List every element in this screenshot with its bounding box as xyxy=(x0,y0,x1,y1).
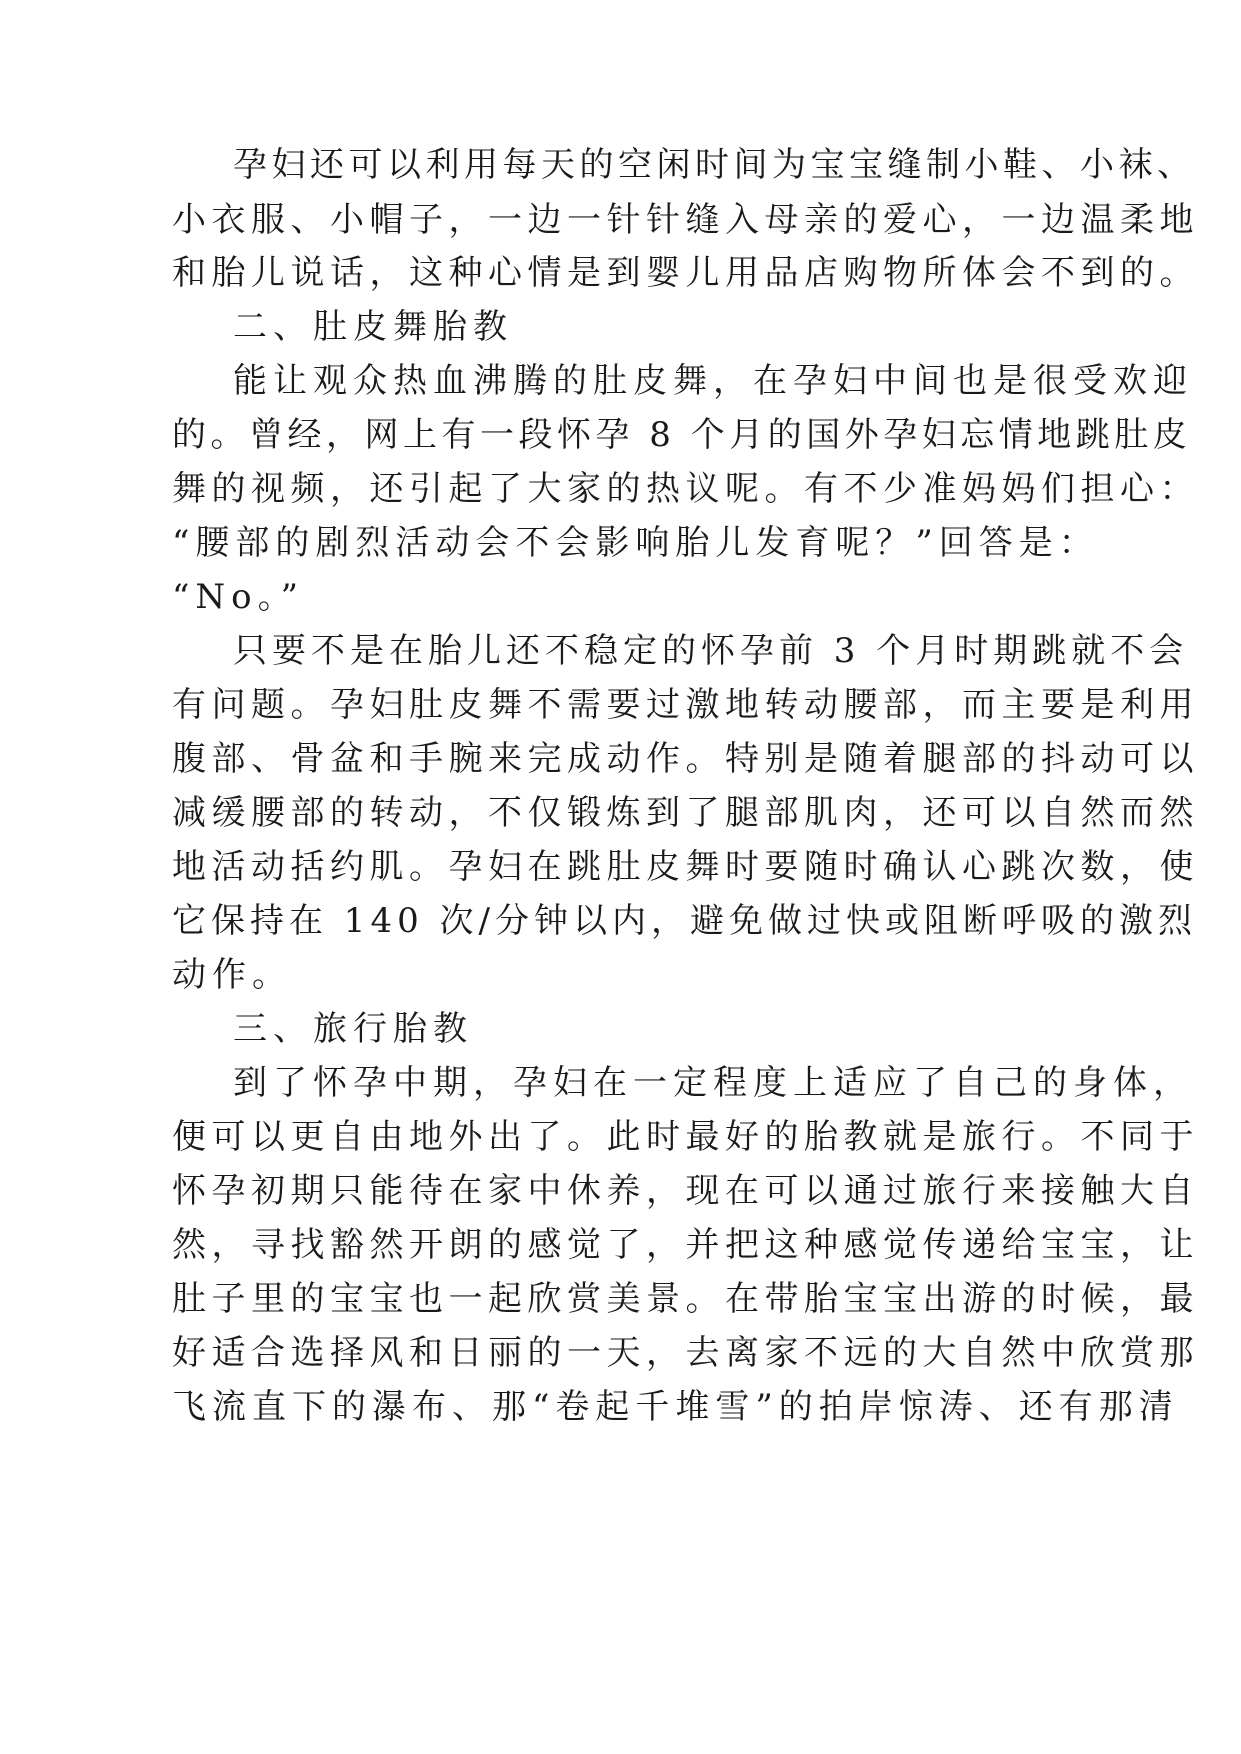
text-line: “No。” xyxy=(172,577,304,617)
text-line: 动作。 xyxy=(172,955,292,995)
text-line: 只要不是在胎儿还不稳定的怀孕前 3 个月时期跳就不会 xyxy=(233,631,1189,671)
text-line: 减缓腰部的转动，不仅锻炼到了腿部肌肉，还可以自然而然 xyxy=(172,793,1199,833)
text-line: 孕妇还可以利用每天的空闲时间为宝宝缝制小鞋、小袜、 xyxy=(233,145,1196,185)
text-line: 便可以更自由地外出了。此时最好的胎教就是旅行。不同于 xyxy=(172,1117,1199,1157)
text-line: 能让观众热血沸腾的肚皮舞，在孕妇中间也是很受欢迎 xyxy=(233,361,1193,401)
section-heading: 二、肚皮舞胎教 xyxy=(233,307,513,347)
text-line: 然，寻找豁然开朗的感觉了，并把这种感觉传递给宝宝，让 xyxy=(172,1225,1199,1265)
text-line: 地活动括约肌。孕妇在跳肚皮舞时要随时确认心跳次数，使 xyxy=(172,847,1199,887)
section-heading: 三、旅行胎教 xyxy=(233,1009,473,1049)
text-line: 肚子里的宝宝也一起欣赏美景。在带胎宝宝出游的时候，最 xyxy=(172,1279,1199,1319)
text-line: 飞流直下的瀑布、那“卷起千堆雪”的拍岸惊涛、还有那清 xyxy=(172,1387,1179,1427)
text-line: 和胎儿说话，这种心情是到婴儿用品店购物所体会不到的。 xyxy=(172,253,1199,293)
text-line: 到了怀孕中期，孕妇在一定程度上适应了自己的身体， xyxy=(233,1063,1193,1103)
text-line: 的。曾经，网上有一段怀孕 8 个月的国外孕妇忘情地跳肚皮 xyxy=(172,415,1192,455)
text-line: 它保持在 140 次/分钟以内，避免做过快或阻断呼吸的激烈 xyxy=(172,901,1197,941)
text-line: 小衣服、小帽子，一边一针针缝入母亲的爱心，一边温柔地 xyxy=(172,200,1199,240)
text-line: 有问题。孕妇肚皮舞不需要过激地转动腰部，而主要是利用 xyxy=(172,685,1199,725)
text-line: 舞的视频，还引起了大家的热议呢。有不少准妈妈们担心： xyxy=(172,469,1199,509)
text-line: 腹部、骨盆和手腕来完成动作。特别是随着腿部的抖动可以 xyxy=(172,739,1199,779)
text-line: 好适合选择风和日丽的一天，去离家不远的大自然中欣赏那 xyxy=(172,1333,1199,1373)
text-line: 怀孕初期只能待在家中休养，现在可以通过旅行来接触大自 xyxy=(172,1171,1199,1211)
text-line: “腰部的剧烈活动会不会影响胎儿发育呢？”回答是： xyxy=(172,523,1099,563)
